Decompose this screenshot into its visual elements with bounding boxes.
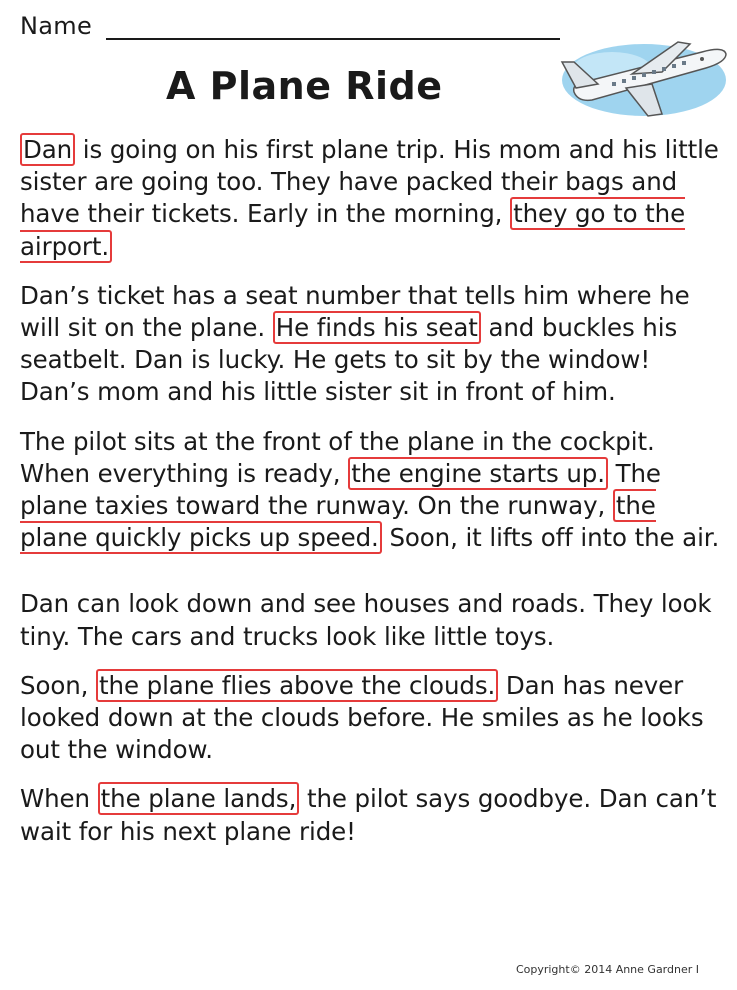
page-title: A Plane Ride xyxy=(166,64,443,108)
paragraph-2 xyxy=(20,280,720,409)
story-text xyxy=(20,134,720,865)
highlight-airport: they go to the airport. xyxy=(20,199,686,261)
paragraph-6 xyxy=(20,783,720,847)
name-write-line xyxy=(106,38,560,40)
airplane-icon xyxy=(552,22,732,122)
text-segment: Dan has never looked down at the clouds before. He smiles as he looks out the window. xyxy=(20,670,704,765)
highlight-dan: Dan xyxy=(20,133,75,166)
text-segment: Dan can look down and see houses and roads. They look tiny. The cars and trucks look like little toys. xyxy=(20,589,712,651)
text-segment: The plane taxies toward the runway. On the runway, xyxy=(20,458,661,521)
paragraph-4 xyxy=(20,588,720,652)
highlight-engine: the engine starts up. xyxy=(348,457,608,490)
text-segment: When xyxy=(20,784,98,814)
text-segment: Soon, it lifts off into the air. xyxy=(381,523,720,553)
text-segment: and buckles his seatbelt. Dan is lucky. He gets to sit by the window! Dan’s mom and his little sister sit in front of him. xyxy=(20,313,678,407)
text-segment: the pilot says goodbye. Dan can’t wait for his next plane ride! xyxy=(20,784,717,846)
highlight-lands: the plane lands, xyxy=(98,782,300,815)
paragraph-3 xyxy=(20,426,720,555)
highlight-clouds: the plane flies above the clouds. xyxy=(96,669,498,702)
text-segment: is going on his first plane trip. His mom and his little sister are going too. They have packed their bags and have their tickets. Early in the morning, xyxy=(20,135,719,229)
name-row xyxy=(20,12,92,40)
paragraph-5 xyxy=(20,670,720,767)
text-segment: The pilot sits at the front of the plane in the cockpit. When everything is ready, xyxy=(20,426,655,488)
highlight-seat: He finds his seat xyxy=(273,311,481,344)
text-segment: Dan’s ticket has a seat number that tells him where he will sit on the plane. xyxy=(20,280,690,343)
paragraph-1 xyxy=(20,134,720,263)
copyright-footer: Copyright© 2014 Anne Gardner I xyxy=(515,963,699,976)
text-segment: Soon, xyxy=(20,670,97,700)
highlight-speed: the plane quickly picks up speed. xyxy=(20,491,656,553)
name-label: Name xyxy=(20,12,93,40)
